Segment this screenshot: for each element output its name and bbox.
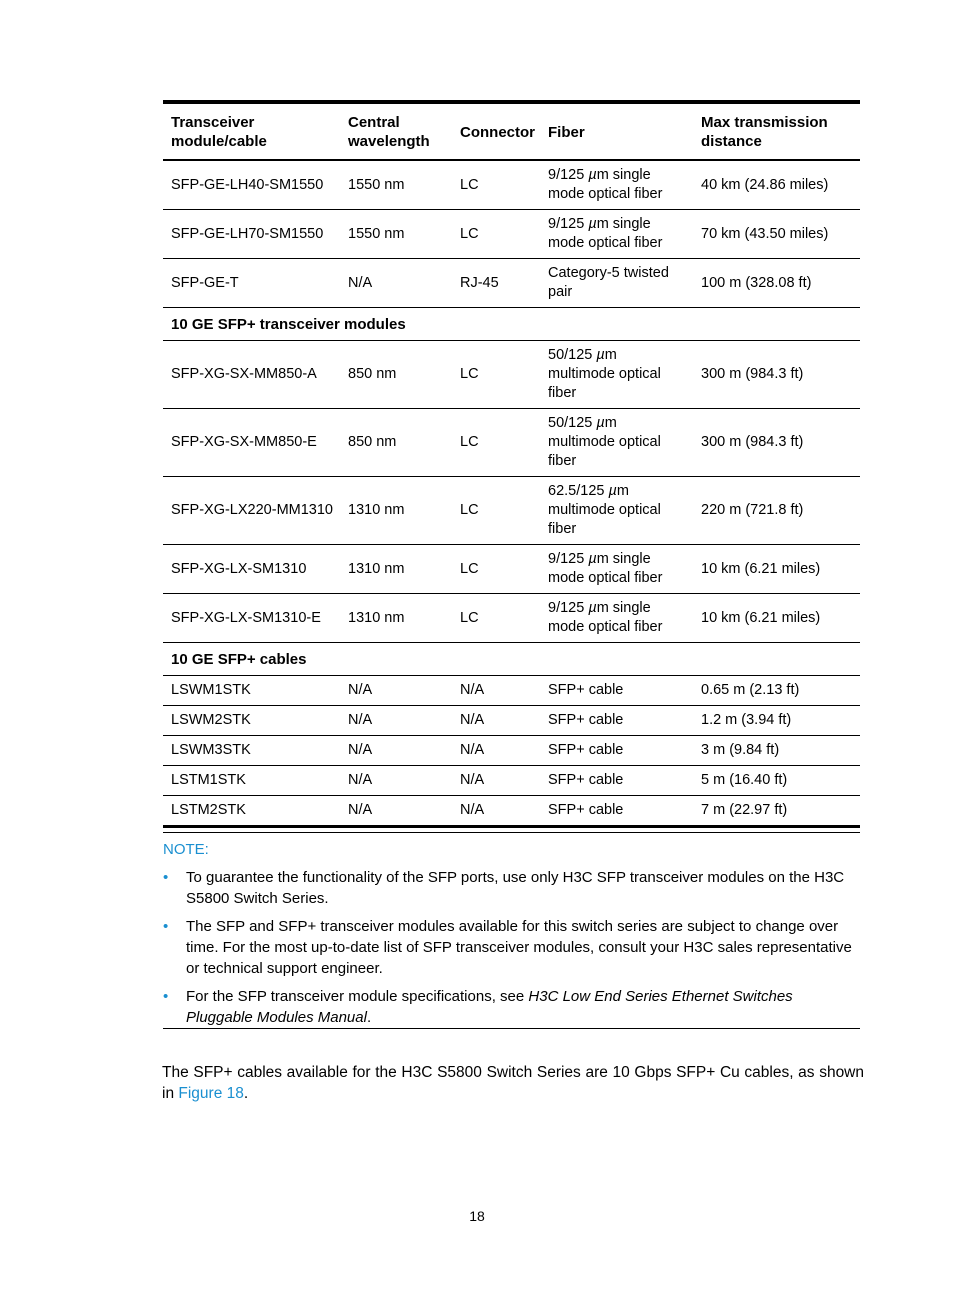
cell-module: LSTM2STK — [163, 796, 340, 827]
cell-distance: 7 m (22.97 ft) — [693, 796, 860, 827]
table-row — [163, 736, 860, 766]
cell-module: SFP-GE-LH70-SM1550 — [163, 210, 340, 259]
cell-wavelength: N/A — [340, 676, 452, 706]
cell-fiber: 50/125 µm multimode optical fiber — [540, 341, 693, 409]
note-item — [163, 986, 860, 1028]
table-row — [163, 545, 860, 594]
note-text: To guarantee the functionality of the SFP ports, use only H3C SFP transceiver modules on the H3C S5800 Switch Series. — [186, 869, 845, 907]
cell-distance: 10 km (6.21 miles) — [693, 545, 860, 594]
cell-distance: 0.65 m (2.13 ft) — [693, 676, 860, 706]
header-distance: Max transmission distance — [693, 102, 860, 160]
bullet-icon: • — [163, 988, 169, 1005]
cell-distance: 10 km (6.21 miles) — [693, 594, 860, 643]
cell-connector: LC — [452, 594, 540, 643]
table-row — [163, 706, 860, 736]
table-row — [163, 341, 860, 409]
cell-distance: 100 m (328.08 ft) — [693, 259, 860, 308]
cell-wavelength: 1310 nm — [340, 477, 452, 545]
cell-module: SFP-GE-LH40-SM1550 — [163, 160, 340, 210]
cell-fiber: SFP+ cable — [540, 796, 693, 827]
cell-distance: 3 m (9.84 ft) — [693, 736, 860, 766]
table-row — [163, 676, 860, 706]
cell-fiber: 9/125 µm single mode optical fiber — [540, 160, 693, 210]
cell-connector: LC — [452, 210, 540, 259]
cell-connector: LC — [452, 409, 540, 477]
table-row — [163, 409, 860, 477]
cell-connector: LC — [452, 341, 540, 409]
cell-module: SFP-XG-LX-SM1310-E — [163, 594, 340, 643]
cell-module: LSWM3STK — [163, 736, 340, 766]
figure-link[interactable]: Figure 18 — [178, 1084, 244, 1102]
section-title: 10 GE SFP+ transceiver modules — [163, 308, 860, 341]
cell-wavelength: N/A — [340, 796, 452, 827]
cell-fiber: SFP+ cable — [540, 676, 693, 706]
note-text-end: . — [366, 1009, 372, 1026]
transceiver-spec-table — [163, 100, 860, 828]
cell-distance: 1.2 m (3.94 ft) — [693, 706, 860, 736]
cell-connector: RJ-45 — [452, 259, 540, 308]
cell-wavelength: N/A — [340, 736, 452, 766]
table-row — [163, 796, 860, 827]
cell-distance: 300 m (984.3 ft) — [693, 341, 860, 409]
note-item — [163, 916, 860, 979]
section-title: 10 GE SFP+ cables — [163, 643, 860, 676]
note-box — [163, 832, 860, 1029]
cell-connector: N/A — [452, 766, 540, 796]
table-row — [163, 259, 860, 308]
cell-distance: 5 m (16.40 ft) — [693, 766, 860, 796]
cell-connector: LC — [452, 545, 540, 594]
cell-module: LSWM1STK — [163, 676, 340, 706]
cell-wavelength: 1550 nm — [340, 210, 452, 259]
cell-wavelength: 850 nm — [340, 341, 452, 409]
bullet-icon: • — [163, 869, 169, 886]
cell-distance: 70 km (43.50 miles) — [693, 210, 860, 259]
header-fiber: Fiber — [540, 102, 693, 160]
table-row — [163, 160, 860, 210]
cell-connector: LC — [452, 477, 540, 545]
cell-fiber: Category-5 twisted pair — [540, 259, 693, 308]
cell-connector: N/A — [452, 736, 540, 766]
cell-fiber: 62.5/125 µm multimode optical fiber — [540, 477, 693, 545]
body-paragraph — [162, 1062, 864, 1104]
cell-wavelength: 850 nm — [340, 409, 452, 477]
cell-module: LSWM2STK — [163, 706, 340, 736]
cell-module: SFP-GE-T — [163, 259, 340, 308]
cell-module: SFP-XG-SX-MM850-E — [163, 409, 340, 477]
paragraph-text: The SFP+ cables available for the H3C S5800 Switch Series are 10 Gbps SFP+ Cu cables, as shown in — [162, 1063, 864, 1102]
cell-wavelength: N/A — [340, 766, 452, 796]
table-row — [163, 594, 860, 643]
header-wavelength: Central wavelength — [340, 102, 452, 160]
header-module: Transceiver module/cable — [163, 102, 340, 160]
cell-fiber: 9/125 µm single mode optical fiber — [540, 210, 693, 259]
cell-module: SFP-XG-LX-SM1310 — [163, 545, 340, 594]
cell-connector: N/A — [452, 796, 540, 827]
cell-wavelength: 1550 nm — [340, 160, 452, 210]
table-row — [163, 477, 860, 545]
cell-connector: N/A — [452, 706, 540, 736]
cell-distance: 40 km (24.86 miles) — [693, 160, 860, 210]
cell-distance: 300 m (984.3 ft) — [693, 409, 860, 477]
cell-wavelength: 1310 nm — [340, 594, 452, 643]
header-connector: Connector — [452, 102, 540, 160]
note-item — [163, 867, 860, 909]
cell-connector: LC — [452, 160, 540, 210]
cell-module: SFP-XG-LX220-MM1310 — [163, 477, 340, 545]
paragraph-end: . — [243, 1084, 249, 1102]
manual-title: H3C Low End Series Ethernet Switches Pluggable Modules Manual — [186, 988, 793, 1026]
cell-fiber: SFP+ cable — [540, 706, 693, 736]
cell-wavelength: N/A — [340, 259, 452, 308]
note-text: For the SFP transceiver module specifications, see — [186, 988, 529, 1005]
table-header-row — [163, 102, 860, 160]
bullet-icon: • — [163, 918, 169, 935]
table-row — [163, 210, 860, 259]
cell-wavelength: N/A — [340, 706, 452, 736]
cell-fiber: 9/125 µm single mode optical fiber — [540, 545, 693, 594]
note-text: The SFP and SFP+ transceiver modules available for this switch series are subject to change over time. For the most up-to-date list of SFP transceiver modules, consult your H3C sales representative or technical support engineer. — [186, 918, 852, 977]
note-label: NOTE: — [163, 841, 209, 858]
table-row — [163, 766, 860, 796]
cell-module: LSTM1STK — [163, 766, 340, 796]
cell-wavelength: 1310 nm — [340, 545, 452, 594]
cell-fiber: 50/125 µm multimode optical fiber — [540, 409, 693, 477]
page-number: 18 — [469, 1208, 485, 1224]
note-list — [163, 867, 860, 1035]
cell-fiber: SFP+ cable — [540, 736, 693, 766]
cell-fiber: 9/125 µm single mode optical fiber — [540, 594, 693, 643]
section-row-10ge-modules — [163, 308, 860, 341]
cell-distance: 220 m (721.8 ft) — [693, 477, 860, 545]
cell-module: SFP-XG-SX-MM850-A — [163, 341, 340, 409]
cell-fiber: SFP+ cable — [540, 766, 693, 796]
section-row-10ge-cables — [163, 643, 860, 676]
cell-connector: N/A — [452, 676, 540, 706]
